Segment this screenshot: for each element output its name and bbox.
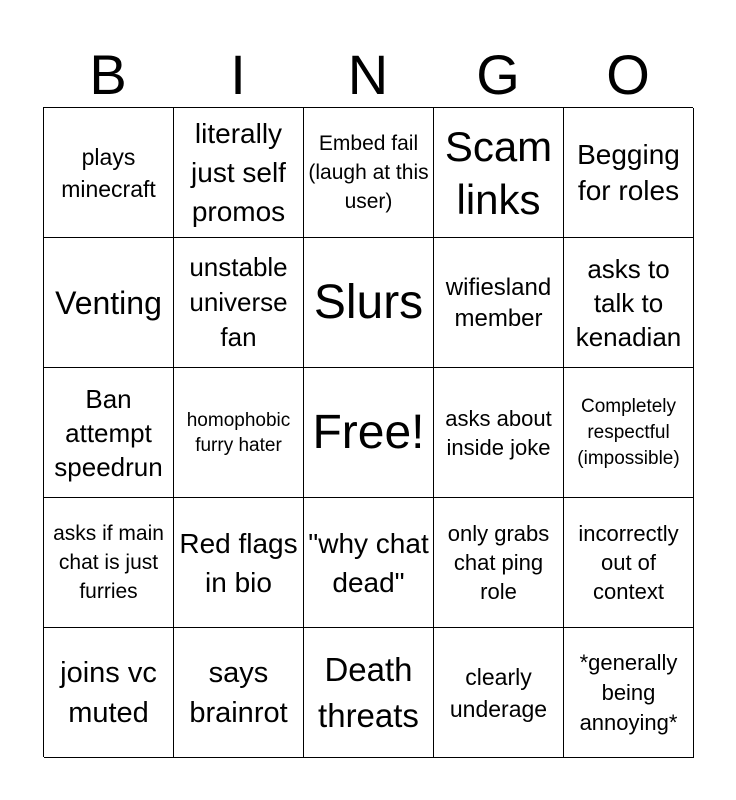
bingo-cell[interactable] <box>434 108 564 238</box>
bingo-cell[interactable] <box>174 368 304 498</box>
bingo-cell-text: Embed fail (laugh at this user) <box>308 132 429 213</box>
bingo-board <box>43 107 693 757</box>
bingo-cell-text: Free! <box>312 406 425 459</box>
bingo-cell[interactable] <box>564 628 694 758</box>
bingo-cell-text: *generally being annoying* <box>579 649 678 735</box>
bingo-cell-text: unstable universe fan <box>189 252 288 352</box>
bingo-cell[interactable] <box>304 498 434 628</box>
bingo-cell[interactable] <box>174 498 304 628</box>
bingo-cell-text: literally just self promos <box>191 118 286 227</box>
bingo-cell-text: joins vc muted <box>60 656 157 729</box>
bingo-cell-text: only grabs chat ping role <box>447 521 550 604</box>
bingo-cell-text: Death threats <box>318 650 419 734</box>
bingo-cell-text: incorrectly out of context <box>578 521 679 604</box>
bingo-cell[interactable] <box>564 368 694 498</box>
bingo-cell-text: wifiesland member <box>445 273 552 332</box>
header-letter-o: O <box>606 43 650 106</box>
bingo-cell[interactable] <box>174 628 304 758</box>
bingo-cell[interactable] <box>564 108 694 238</box>
header-letter-i: I <box>230 43 246 106</box>
bingo-cell[interactable] <box>304 368 434 498</box>
bingo-cell-text: Ban attempt speedrun <box>54 383 163 482</box>
bingo-cell[interactable] <box>564 498 694 628</box>
bingo-cell-text: says brainrot <box>189 656 288 729</box>
bingo-cell[interactable] <box>44 368 174 498</box>
bingo-cell-text: asks about inside joke <box>445 405 552 460</box>
bingo-cell[interactable] <box>434 238 564 368</box>
bingo-cell-text: Scam links <box>444 122 553 223</box>
bingo-cell-text: asks if main chat is just furries <box>53 522 164 603</box>
bingo-cell-text: "why chat dead" <box>308 527 429 598</box>
header-letter-b: B <box>89 43 127 106</box>
bingo-cell[interactable] <box>174 108 304 238</box>
bingo-cell[interactable] <box>304 628 434 758</box>
bingo-cell-text: asks to talk to kenadian <box>575 253 682 352</box>
bingo-cell[interactable] <box>564 238 694 368</box>
bingo-header <box>43 44 693 106</box>
bingo-cell-text: plays minecraft <box>61 143 156 202</box>
bingo-cell-text: homophobic furry hater <box>186 409 291 456</box>
bingo-cell-text: Completely respectful (impossible) <box>577 395 680 469</box>
bingo-cell-text: Venting <box>55 284 162 321</box>
bingo-cell[interactable] <box>44 238 174 368</box>
bingo-cell[interactable] <box>434 498 564 628</box>
bingo-cell[interactable] <box>434 368 564 498</box>
bingo-cell[interactable] <box>304 108 434 238</box>
bingo-cell[interactable] <box>44 628 174 758</box>
bingo-cell-text: Begging for roles <box>577 138 680 206</box>
header-letter-g: G <box>476 43 520 106</box>
bingo-cell[interactable] <box>304 238 434 368</box>
bingo-cell-text: Slurs <box>313 276 424 329</box>
header-letter-n: N <box>347 43 389 106</box>
bingo-cell-text: clearly underage <box>449 663 548 722</box>
bingo-cell-text: Red flags in bio <box>179 527 298 598</box>
bingo-cell[interactable] <box>434 628 564 758</box>
bingo-cell[interactable] <box>174 238 304 368</box>
bingo-cell[interactable] <box>44 498 174 628</box>
bingo-cell[interactable] <box>44 108 174 238</box>
